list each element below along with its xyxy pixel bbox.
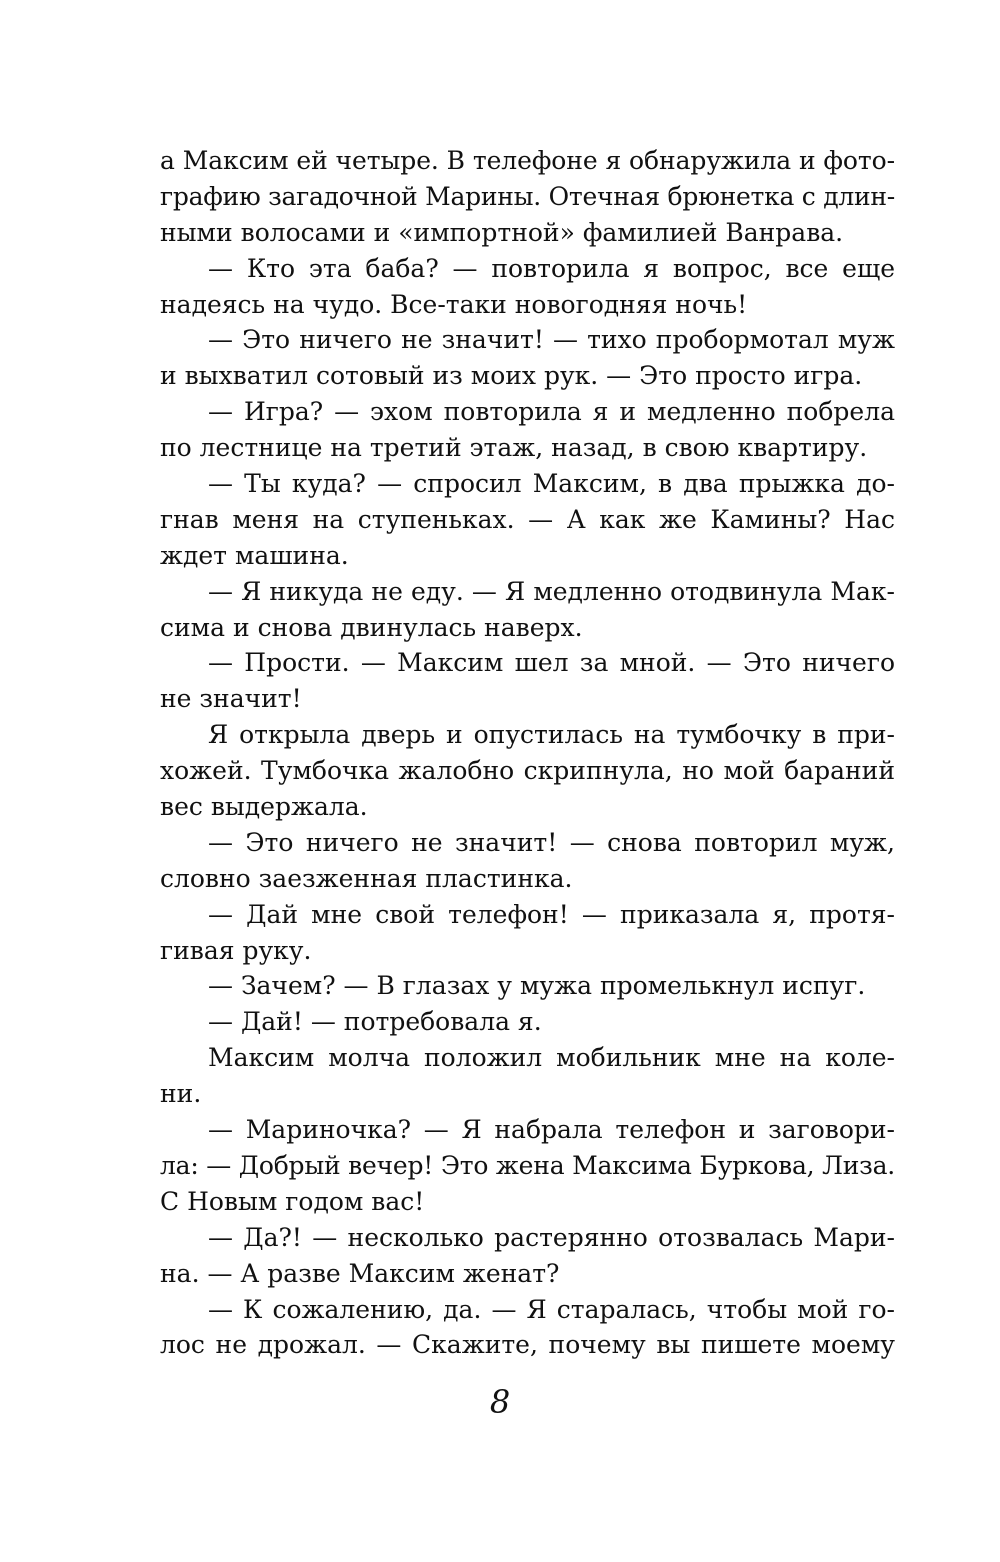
text-line: лос не дрожал. — Скажите, почему вы пишете моему <box>160 1330 895 1360</box>
text-line: гнав меня на ступеньках. — А как же Камины? Нас <box>160 504 895 534</box>
text-line: ждет машина. <box>160 540 349 570</box>
text-line: — Ты куда? — спросил Максим, в два прыжка до- <box>208 469 895 499</box>
text-line: Максим молча положил мобильник мне на коле- <box>208 1043 895 1073</box>
text-line: гивая руку. <box>160 935 312 965</box>
text-line: сима и снова двинулась наверх. <box>160 612 583 642</box>
text-line: хожей. Тумбочка жалобно скрипнула, но мой бараний <box>160 756 895 786</box>
text-line: — Это ничего не значит! — снова повторил муж, <box>208 827 895 857</box>
text-line: ными волосами и «импортной» фамилией Ванрава. <box>160 217 844 247</box>
text-line: — Прости. — Максим шел за мной. — Это ничего <box>208 648 895 678</box>
text-line: словно заезженная пластинка. <box>160 863 573 893</box>
text-line: Я открыла дверь и опустилась на тумбочку в при- <box>208 720 895 750</box>
text-line: — Да?! — несколько растерянно отозвалась Мари- <box>208 1222 895 1252</box>
text-line: ни. <box>160 1079 202 1109</box>
text-line: и выхватил сотовый из моих рук. — Это просто игра. <box>160 361 863 391</box>
text-line: — Кто эта баба? — повторила я вопрос, все еще <box>208 253 895 283</box>
text-line: а Максим ей четыре. В телефоне я обнаружила и фото- <box>160 146 895 175</box>
text-line: вес выдержала. <box>160 792 368 822</box>
text-line: — Я никуда не еду. — Я медленно отодвинула Мак- <box>208 576 895 606</box>
text-line: по лестнице на третий этаж, назад, в свою квартиру. <box>160 433 868 463</box>
page-number: 8 <box>489 1383 511 1421</box>
text-line: — Дай! — потребовала я. <box>208 1007 542 1037</box>
text-line: — Зачем? — В глазах у мужа промелькнул испуг. <box>208 971 866 1001</box>
body-text <box>160 143 895 1363</box>
text-line: графию загадочной Марины. Отечная брюнетка с длин- <box>160 181 895 211</box>
text-line: — К сожалению, да. — Я старалась, чтобы мой го- <box>208 1294 895 1324</box>
text-line: — Дай мне свой телефон! — приказала я, протя- <box>208 899 895 929</box>
text-line: не значит! <box>160 684 302 714</box>
text-line: надеясь на чудо. Все-таки новогодняя ночь! <box>160 289 748 319</box>
text-line: на. — А разве Максим женат? <box>160 1258 560 1288</box>
text-line: С Новым годом вас! <box>160 1186 425 1216</box>
text-line: — Это ничего не значит! — тихо пробормотал муж <box>208 325 895 355</box>
text-line: — Игра? — эхом повторила я и медленно побрела <box>208 397 895 427</box>
text-line: ла: — Добрый вечер! Это жена Максима Буркова, Лиза. <box>160 1150 895 1180</box>
text-line: — Мариночка? — Я набрала телефон и заговори- <box>208 1115 895 1145</box>
